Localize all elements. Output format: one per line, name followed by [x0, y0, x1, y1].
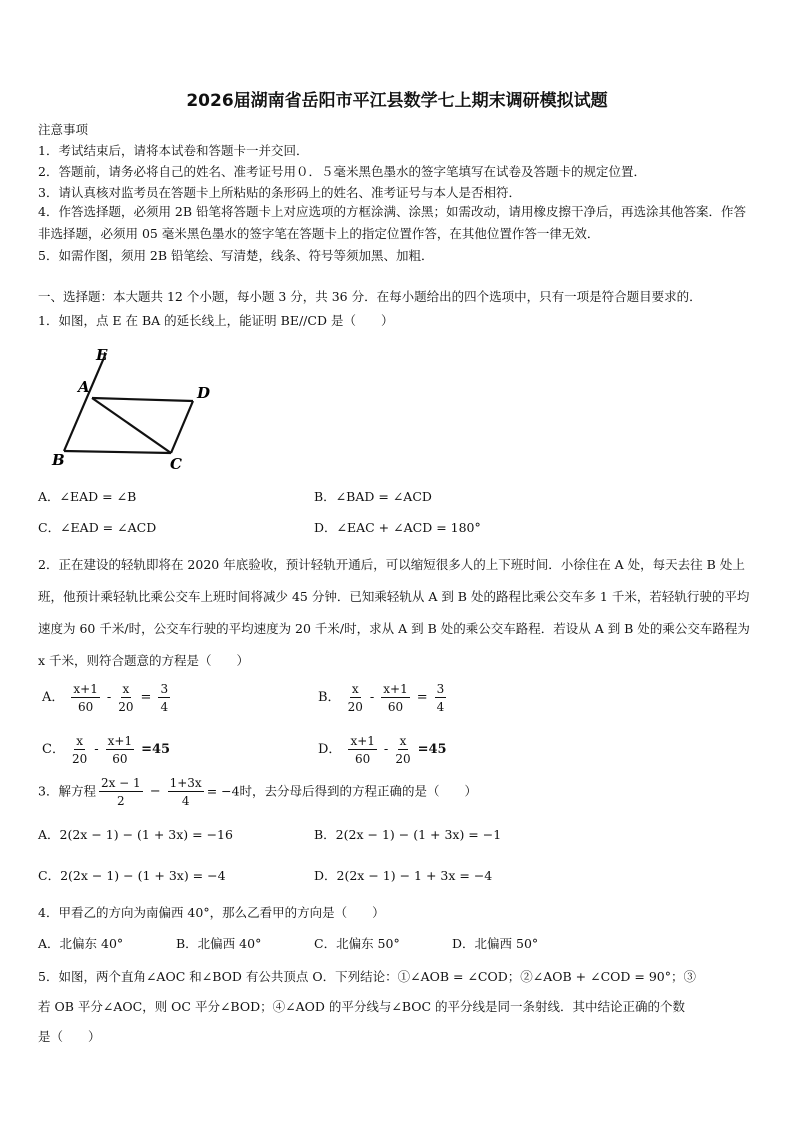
fraction: $\frac{x}{20}$: [347, 682, 363, 714]
line-ac: [92, 398, 171, 453]
fraction: $\frac{3}{4}$: [436, 682, 445, 714]
fraction: $\frac{x}{20}$: [395, 734, 411, 766]
question-2-option-b[interactable]: B． $\frac{x}{20}$ - $\frac{x+1}{60}$ = $\frac{3}{4}$: [318, 682, 445, 714]
question-5-line-3: 是（ ）: [38, 1029, 101, 1044]
line-dc: [171, 401, 193, 453]
line-eb: [64, 353, 106, 451]
question-2-stem: 2．正在建设的轻轨即将在 2020 年底验收，预计轻轨开通后，可以缩短很多人的上下班时间．小徐住在 A 处，每天去往 B 处上班，他预计乘轻轨比乘公交车上班时间将减少 45 分钟．已知乘轻轨从 A 到 B 处的路程比乘公交车多 1 千米，若轻轨行驶的平均速度为 60 千米/时，公交车行驶的平均速度为 20 千米/时，求从 A 到 B 处的乘公交车路程．若设从 A 到 B 处的乘公交车路程为 x 千米，则符合题意的方程是（ ）: [38, 557, 750, 668]
question-2-option-a[interactable]: A． $\frac{x+1}{60}$ - $\frac{x}{20}$ = $\frac{3}{4}$: [42, 682, 169, 714]
option-letter: B．: [318, 690, 341, 705]
section-heading: 一、选择题：本大题共 12 个小题，每小题 3 分，共 36 分．在每小题给出的四个选项中，只有一项是符合题目要求的．: [38, 289, 702, 304]
notice-item-5: 5．如需作图，须用 2B 铅笔绘、写清楚，线条、符号等须加黑、加粗．: [38, 248, 434, 263]
fraction: $\frac{3}{4}$: [160, 682, 169, 714]
option-letter: C．: [42, 742, 65, 757]
fraction: $\frac{x+1}{60}$: [383, 682, 408, 714]
option-letter: D．: [318, 742, 342, 757]
fraction: $\frac{x+1}{60}$: [107, 734, 133, 766]
notice-item-2: 2．答题前，请务必将自己的姓名、准考证号用０．５毫米黑色墨水的签字笔填写在试卷及答题卡的规定位置．: [38, 164, 646, 179]
fraction: $\frac{x}{20}$: [118, 682, 134, 714]
question-3-option-d[interactable]: D．2(2x − 1) − 1 + 3x = −4: [314, 868, 493, 883]
question-2-option-c[interactable]: C． $\frac{x}{20}$ - $\frac{x+1}{60}$ =45: [42, 734, 171, 766]
question-4-option-d[interactable]: D．北偏西 50°: [452, 936, 539, 951]
question-3-stem: 3．解方程 $\frac{2x - 1}{2}$ − $\frac{1+3x}{4}$ = −4时，去分母后得到的方程正确的是（ ）: [38, 776, 478, 808]
question-1-option-b[interactable]: B．∠BAD = ∠ACD: [314, 489, 432, 504]
parallelogram-figure: [50, 343, 230, 475]
question-3-option-b[interactable]: B．2(2x − 1) − (1 + 3x) = −1: [314, 827, 502, 842]
option-letter: A．: [42, 690, 65, 705]
label-a: A: [78, 378, 90, 396]
question-1-option-c[interactable]: C．∠EAD = ∠ACD: [38, 520, 157, 535]
fraction: $\frac{x+1}{60}$: [73, 682, 98, 714]
question-4-option-b[interactable]: B．北偏西 40°: [176, 936, 262, 951]
fraction: $\frac{x+1}{60}$: [350, 734, 375, 766]
question-4-option-a[interactable]: A．北偏东 40°: [38, 936, 124, 951]
label-c: C: [170, 455, 182, 473]
question-4-option-c[interactable]: C．北偏东 50°: [314, 936, 400, 951]
fraction: $\frac{1+3x}{4}$: [169, 776, 202, 808]
question-1-option-d[interactable]: D．∠EAC + ∠ACD = 180°: [314, 520, 481, 535]
question-3-option-c[interactable]: C．2(2x − 1) − (1 + 3x) = −4: [38, 868, 226, 883]
notice-item-4: 4．作答选择题，必须用 2B 铅笔将答题卡上对应选项的方框涂满、涂黑；如需改动，请用橡皮擦干净后，再选涂其他答案．作答非选择题，必须用 05 毫米黑色墨水的签字笔在答题卡上的指定位置作答，在其他位置作答一律无效．: [38, 204, 747, 241]
question-1-option-a[interactable]: A．∠EAD = ∠B: [38, 489, 137, 504]
question-1-stem: 1．如图，点 E 在 BA 的延长线上，能证明 BE//CD 是（ ）: [38, 313, 394, 328]
question-3-option-a[interactable]: A．2(2x − 1) − (1 + 3x) = −16: [38, 827, 233, 842]
notice-item-3: 3．请认真核对监考员在答题卡上所粘贴的条形码上的姓名、准考证号与本人是否相符．: [38, 185, 521, 200]
fraction: $\frac{2x - 1}{2}$: [100, 776, 141, 808]
line-ad: [92, 398, 193, 401]
question-2-option-d[interactable]: D． $\frac{x+1}{60}$ - $\frac{x}{20}$ =45: [318, 734, 447, 766]
label-b: B: [52, 451, 65, 469]
question-4-stem: 4．甲看乙的方向为南偏西 40°，那么乙看甲的方向是（ ）: [38, 905, 385, 920]
label-e: E: [96, 346, 108, 364]
question-5-line-1: 5．如图，两个直角∠AOC 和∠BOD 有公共顶点 O．下列结论：①∠AOB = ∠COD；②∠AOB + ∠COD = 90°；③: [38, 969, 696, 984]
page-title: 2026届湖南省岳阳市平江县数学七上期末调研模拟试题: [186, 91, 608, 111]
line-bc: [64, 451, 171, 453]
fraction: $\frac{x}{20}$: [71, 734, 88, 766]
label-d: D: [197, 384, 211, 402]
question-5-line-2: 若 OB 平分∠AOC，则 OC 平分∠BOD；④∠AOD 的平分线与∠BOC 的平分线是同一条射线．其中结论正确的个数: [38, 999, 686, 1014]
notice-heading: 注意事项: [38, 122, 89, 137]
notice-item-1: 1．考试结束后，请将本试卷和答题卡一并交回．: [38, 143, 309, 158]
